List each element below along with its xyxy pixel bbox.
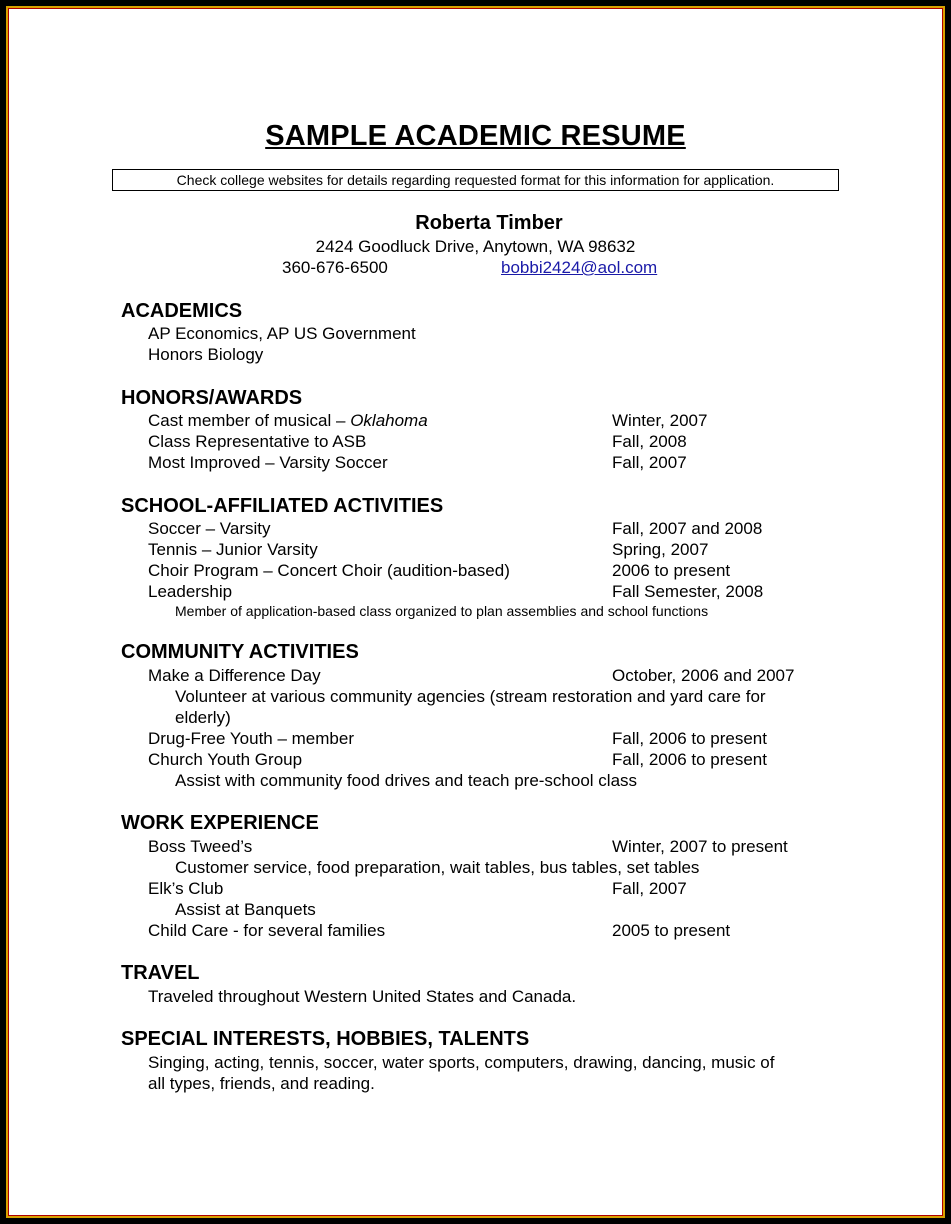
section-heading-work: WORK EXPERIENCE bbox=[121, 812, 319, 834]
school-activity-note: Member of application-based class organized to plan assemblies and school functions bbox=[175, 603, 709, 619]
school-activity-date: 2006 to present bbox=[612, 561, 731, 580]
work-item-label: Child Care - for several families bbox=[148, 921, 386, 940]
section-heading-community: COMMUNITY ACTIVITIES bbox=[121, 641, 359, 663]
community-activity-description: Assist with community food drives and teach pre-school class bbox=[175, 771, 638, 790]
applicant-name: Roberta Timber bbox=[415, 212, 563, 234]
honors-item-label: Most Improved – Varsity Soccer bbox=[148, 453, 388, 472]
format-note-box: Check college websites for details regarding requested format for this information for application. bbox=[112, 169, 839, 191]
community-activity-label: Church Youth Group bbox=[148, 750, 303, 769]
work-item-label: Boss Tweed’s bbox=[148, 837, 253, 856]
school-activity-date: Fall, 2007 and 2008 bbox=[612, 519, 763, 538]
work-item-date: Fall, 2007 bbox=[612, 879, 687, 898]
work-item-label: Elk’s Club bbox=[148, 879, 224, 898]
community-activity-label: Make a Difference Day bbox=[148, 666, 321, 685]
honors-item-prefix: Cast member of musical – bbox=[148, 411, 351, 430]
community-activity-description: Volunteer at various community agencies (stream restoration and yard care for bbox=[175, 687, 766, 706]
section-heading-travel: TRAVEL bbox=[121, 962, 200, 984]
school-activity-label: Soccer – Varsity bbox=[148, 519, 271, 538]
section-heading-interests: SPECIAL INTERESTS, HOBBIES, TALENTS bbox=[121, 1028, 530, 1050]
honors-item-label: Class Representative to ASB bbox=[148, 432, 367, 451]
applicant-email-link[interactable]: bobbi2424@aol.com bbox=[501, 258, 658, 277]
interests-text: Singing, acting, tennis, soccer, water sports, computers, drawing, dancing, music of bbox=[148, 1053, 775, 1072]
work-item-description: Customer service, food preparation, wait tables, bus tables, set tables bbox=[175, 858, 700, 877]
work-item-date: Winter, 2007 to present bbox=[612, 837, 788, 856]
academics-item: AP Economics, AP US Government bbox=[148, 324, 416, 343]
work-item-date: 2005 to present bbox=[612, 921, 731, 940]
community-activity-date: Fall, 2006 to present bbox=[612, 729, 767, 748]
school-activity-label: Tennis – Junior Varsity bbox=[148, 540, 318, 559]
resume-title: SAMPLE ACADEMIC RESUME bbox=[265, 120, 686, 152]
school-activity-date: Fall Semester, 2008 bbox=[612, 582, 764, 601]
work-item-description: Assist at Banquets bbox=[175, 900, 316, 919]
school-activity-label: Leadership bbox=[148, 582, 233, 601]
applicant-address: 2424 Goodluck Drive, Anytown, WA 98632 bbox=[315, 237, 636, 256]
honors-item-italic-title: Oklahoma bbox=[350, 411, 428, 430]
community-activity-date: October, 2006 and 2007 bbox=[612, 666, 795, 685]
community-activity-description: elderly) bbox=[175, 708, 231, 727]
section-heading-honors: HONORS/AWARDS bbox=[121, 387, 303, 409]
section-heading-academics: ACADEMICS bbox=[121, 300, 243, 322]
applicant-phone: 360-676-6500 bbox=[282, 258, 388, 277]
honors-item-date: Winter, 2007 bbox=[612, 411, 708, 430]
community-activity-date: Fall, 2006 to present bbox=[612, 750, 767, 769]
section-heading-school-activities: SCHOOL-AFFILIATED ACTIVITIES bbox=[121, 495, 444, 517]
academics-item: Honors Biology bbox=[148, 345, 264, 364]
travel-text: Traveled throughout Western United States and Canada. bbox=[148, 987, 577, 1006]
interests-text: all types, friends, and reading. bbox=[148, 1074, 375, 1093]
school-activity-label: Choir Program – Concert Choir (audition-based) bbox=[148, 561, 510, 580]
honors-item-date: Fall, 2008 bbox=[612, 432, 687, 451]
honors-item-label bbox=[148, 411, 428, 431]
community-activity-label: Drug-Free Youth – member bbox=[148, 729, 354, 748]
honors-item-date: Fall, 2007 bbox=[612, 453, 687, 472]
school-activity-date: Spring, 2007 bbox=[612, 540, 709, 559]
